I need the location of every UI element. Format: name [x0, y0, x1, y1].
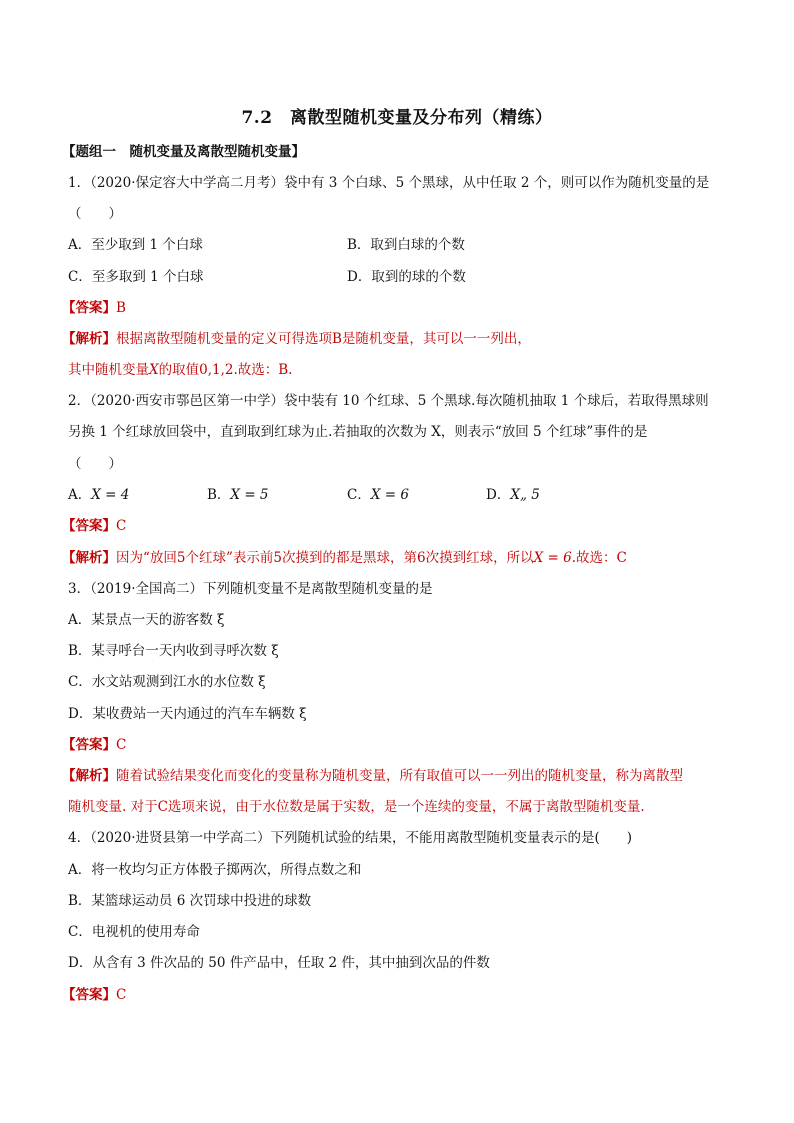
option-math: X = 4 [91, 487, 130, 503]
analysis-text: 根据离散型随机变量的定义可得选项B是随机变量，其可以一一列出， [116, 331, 531, 347]
math-expression: X = 6 [533, 550, 572, 566]
option-math: X = 6 [370, 487, 409, 503]
q2-option-c [347, 486, 409, 504]
q1-option-d: D．取到的球的个数 [347, 269, 466, 285]
q3-option-c: C．水文站观测到江水的水位数 ξ [68, 674, 266, 690]
q4-option-c: C．电视机的使用寿命 [68, 924, 200, 940]
q1-stem-line1: 1．（2020·保定容大中学高二月考）袋中有 3 个白球、5 个黑球，从中任取 2 个，则可以作为随机变量的是 [68, 175, 710, 191]
option-math: X = 5 [230, 487, 269, 503]
q1-analysis-line1 [62, 330, 531, 348]
q3-analysis-line2: 随机变量. 对于C选项来说，由于水位数是属于实数，是一个连续的变量，不属于离散型随机变量. [68, 799, 645, 815]
q3-option-b: B．某寻呼台一天内收到寻呼次数 ξ [68, 643, 279, 659]
analysis-text: 其中随机变量 [68, 362, 149, 378]
option-math: X„ 5 [510, 487, 540, 503]
q3-stem: 3．（2019·全国高二）下列随机变量不是离散型随机变量的是 [68, 581, 433, 597]
analysis-tag: 【解析】 [62, 768, 116, 784]
q1-answer [62, 299, 126, 317]
q4-option-a: A．将一枚均匀正方体骰子掷两次，所得点数之和 [68, 862, 362, 878]
option-letter: D． [486, 487, 511, 503]
option-letter: A． [68, 487, 92, 503]
q3-option-d: D．某收费站一天内通过的汽车车辆数 ξ [68, 706, 307, 722]
q2-stem-line1: 2．（2020·西安市鄠邑区第一中学）袋中装有 10 个红球、5 个黑球.每次随机抽取 1 个球后，若取得黑球则 [68, 393, 709, 409]
q4-answer [62, 986, 126, 1004]
answer-tag: 【答案】 [62, 737, 116, 753]
q2-stem-line3: （ ） [68, 456, 122, 472]
analysis-tag: 【解析】 [62, 331, 116, 347]
q2-option-a [68, 486, 129, 504]
analysis-text: .故选：C [571, 550, 627, 566]
answer-tag: 【答案】 [62, 987, 116, 1003]
q2-option-b [207, 486, 269, 504]
page-title: 7.2 离散型随机变量及分布列（精练） [241, 108, 553, 128]
answer-tag: 【答案】 [62, 300, 116, 316]
option-letter: B． [207, 487, 231, 503]
analysis-tag: 【解析】 [62, 550, 116, 566]
q1-stem-line2: （ ） [68, 206, 122, 222]
analysis-text: 的取值0,1,2.故选：B. [158, 362, 293, 378]
answer-value: C [116, 987, 127, 1003]
answer-value: B [116, 300, 126, 316]
q1-option-a: A．至少取到 1 个白球 [68, 237, 203, 253]
analysis-text: 因为“放回5个红球”表示前5次摸到的都是黑球，第6次摸到红球，所以 [116, 550, 534, 566]
q4-option-d: D．从含有 3 件次品的 50 件产品中，任取 2 件，其中抽到次品的件数 [68, 955, 490, 971]
q3-option-a: A．某景点一天的游客数 ξ [68, 612, 225, 628]
q2-stem-line2: 另换 1 个红球放回袋中，直到取到红球为止.若抽取的次数为 X，则表示“放回 5 个红球”事件的是 [68, 424, 648, 440]
answer-value: C [116, 518, 127, 534]
option-letter: C． [347, 487, 371, 503]
answer-value: C [116, 737, 127, 753]
analysis-text: 随着试验结果变化而变化的变量称为随机变量，所有取值可以一一列出的随机变量，称为离散型 [116, 768, 683, 784]
q1-option-b: B．取到白球的个数 [347, 237, 465, 253]
q3-answer [62, 736, 126, 754]
q3-analysis-line1 [62, 767, 683, 785]
math-variable: X [149, 362, 159, 378]
answer-tag: 【答案】 [62, 518, 116, 534]
q2-analysis [62, 549, 627, 567]
q2-option-d [486, 486, 540, 504]
group-heading: 【题组一 随机变量及离散型随机变量】 [62, 144, 305, 160]
q2-answer [62, 517, 126, 535]
q1-analysis-line2 [68, 361, 292, 379]
q4-option-b: B．某篮球运动员 6 次罚球中投进的球数 [68, 893, 312, 909]
q4-stem: 4．（2020·进贤县第一中学高二）下列随机试验的结果，不能用离散型随机变量表示的是( ) [68, 830, 633, 846]
q1-option-c: C．至多取到 1 个白球 [68, 269, 204, 285]
